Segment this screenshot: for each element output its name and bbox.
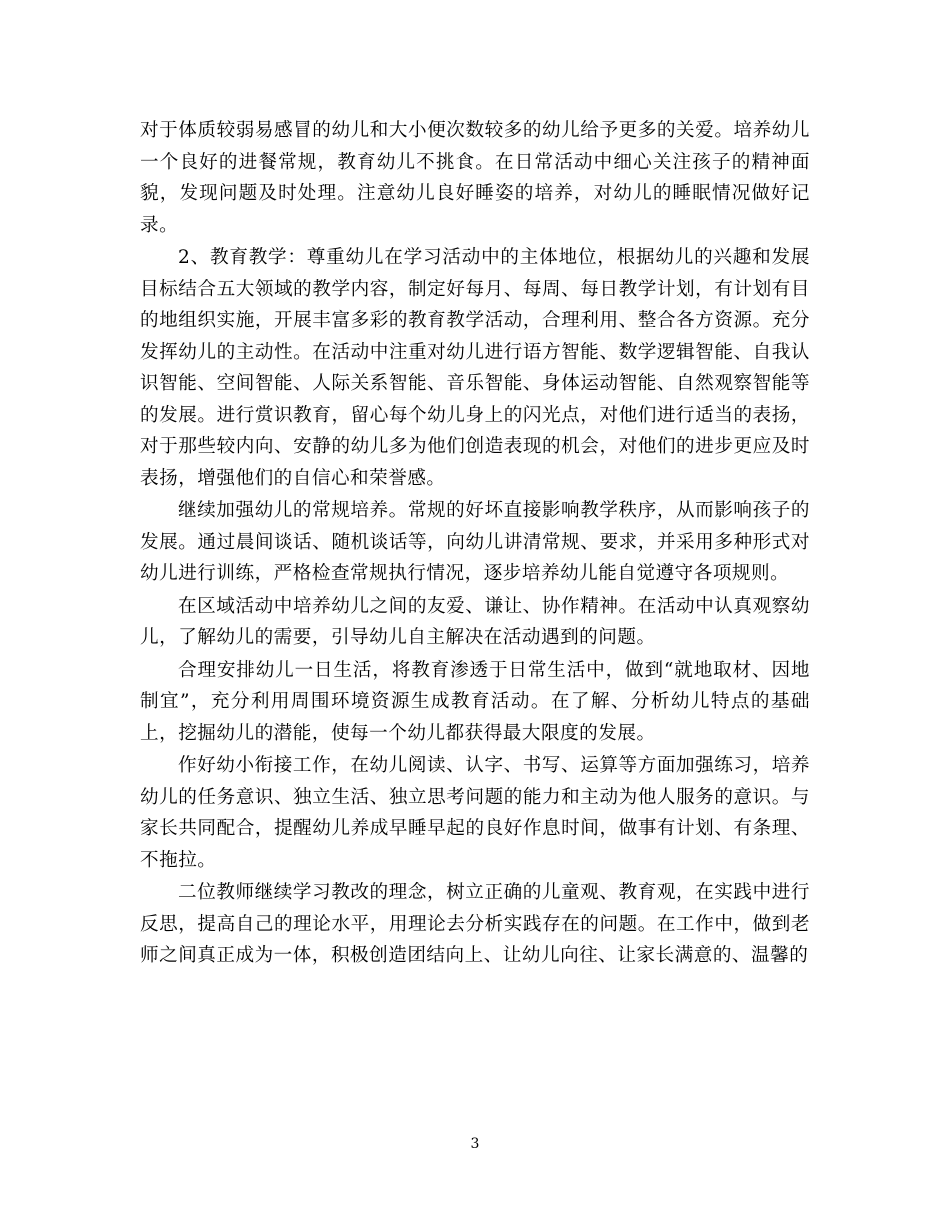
paragraph: 在区域活动中培养幼儿之间的友爱、谦让、协作精神。在活动中认真观察幼儿，了解幼儿的需要，引导幼儿自主解决在活动遇到的问题。	[140, 595, 810, 648]
body-text	[140, 115, 810, 973]
paragraph: 对于体质较弱易感冒的幼儿和大小便次数较多的幼儿给予更多的关爱。培养幼儿一个良好的进餐常规，教育幼儿不挑食。在日常活动中细心关注孩子的精神面貌，发现问题及时处理。注意幼儿良好睡姿的培养，对幼儿的睡眠情况做好记录。	[140, 120, 810, 236]
paragraph: 2、教育教学：尊重幼儿在学习活动中的主体地位，根据幼儿的兴趣和发展目标结合五大领域的教学内容，制定好每月、每周、每日教学计划，有计划有目的地组织实施，开展丰富多彩的教育教学活动，合理利用、整合各方资源。充分发挥幼儿的主动性。在活动中注重对幼儿进行语方智能、数学逻辑智能、自我认识智能、空间智能、人际关系智能、音乐智能、身体运动智能、自然观察智能等的发展。进行赏识教育，留心每个幼儿身上的闪光点，对他们进行适当的表扬，对于那些较内向、安静的幼儿多为他们创造表现的机会，对他们的进步更应及时表扬，增强他们的自信心和荣誉感。	[140, 247, 810, 489]
paragraph: 二位教师继续学习教改的理念，树立正确的儿童观、教育观，在实践中进行反思，提高自己的理论水平，用理论去分析实践存在的问题。在工作中，做到老师之间真正成为一体，积极创造团结向上、让幼儿向往、让家长满意的、温馨的	[140, 882, 810, 966]
paragraph: 合理安排幼儿一日生活，将教育渗透于日常生活中，做到“就地取材、因地制宜”，充分利用周围环境资源生成教育活动。在了解、分析幼儿特点的基础上，挖掘幼儿的潜能，使每一个幼儿都获得最大限度的发展。	[140, 659, 810, 744]
paragraph: 继续加强幼儿的常规培养。常规的好坏直接影响教学秩序，从而影响孩子的发展。通过晨间谈话、随机谈话等，向幼儿讲清常规、要求，并采用多种形式对幼儿进行训练，严格检查常规执行情况，逐步培养幼儿能自觉遵守各项规则。	[140, 500, 810, 584]
paragraph: 作好幼小衔接工作，在幼儿阅读、认字、书写、运算等方面加强练习，培养幼儿的任务意识、独立生活、独立思考问题的能力和主动为他人服务的意识。与家长共同配合，提醒幼儿养成早睡早起的良好作息时间，做事有计划、有条理、不拖拉。	[140, 755, 810, 871]
page-number: 3	[470, 1136, 480, 1152]
